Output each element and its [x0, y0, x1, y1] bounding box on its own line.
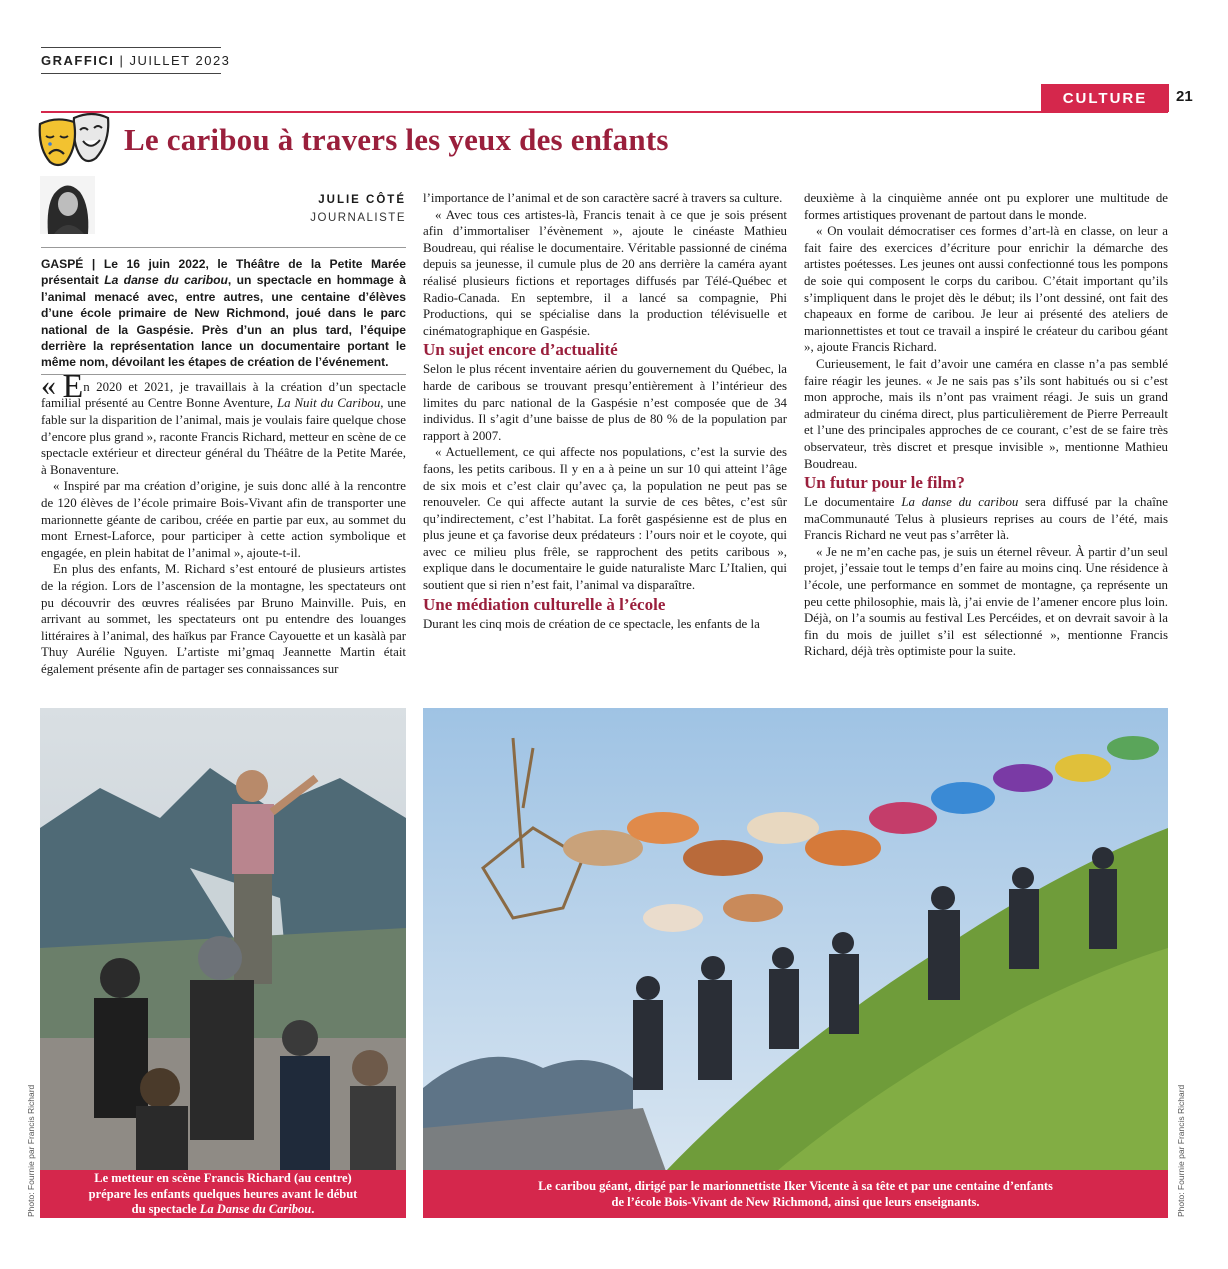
- masthead: [41, 53, 230, 68]
- paragraph: Durant les cinq mois de création de ce spectacle, les enfants de la: [423, 616, 760, 631]
- paragraph: « On voulait démocratiser ces formes d’art-là en classe, on leur a fait faire des exercices d’écriture pour enrichir la démarche des artistes poétesses. Les jeunes ont aussi confectionné tous les pompons de soie qui composent le corps du caribou. C’était important qu’ils s’impliquent dans le projet dès le début; ils l’ont dessiné, ont fait des chapeaux en forme de caribou. Je leur ai présenté des ateliers de marionnettistes et tout ce travail a inspiré le créateur du caribou géant », ajoute Francis Richard.: [804, 224, 1168, 355]
- photo-illustration: [40, 708, 406, 1218]
- article-column-1: [41, 256, 406, 678]
- author-role: JOURNALISTE: [310, 212, 406, 224]
- page-number: 21: [1176, 88, 1193, 105]
- paragraph: « Inspiré par ma création d’origine, je suis donc allé à la rencontre de 120 élèves de l’école primaire Bois-Vivant afin de transporter une marionnette géante de caribou, créée en partie par eux, au sommet du mont Ernest-Laforce, pour participer à cette action symbolique et engagée, en plein habitat de l’animal », ajoute-t-il.: [41, 479, 406, 560]
- theater-masks-icon: [38, 108, 110, 168]
- header-rule: [41, 111, 1168, 113]
- lead-rule: [41, 374, 406, 375]
- paragraph: [804, 494, 1168, 544]
- caption-line: Le metteur en scène Francis Richard (au centre): [94, 1171, 352, 1185]
- subhead: Un sujet encore d’actualité: [423, 340, 618, 360]
- italic-title: La Nuit du Caribou: [276, 396, 381, 411]
- masthead-separator: |: [119, 53, 125, 68]
- caption-italic: La Danse du Caribou: [199, 1202, 312, 1216]
- paragraph: En plus des enfants, M. Richard s’est entouré de plusieurs artistes de la région. Lors de l’ascension de la montagne, les spectateurs ont pu découvrir des œuvres réalisées par Bruno Mainville. Puis, en arrivant au sommet, les spectateurs ont pu entendre des louanges littéraires à l’animal, des haïkus par France Cayouette et un kasàlà par Thuy Aurélie Nguyen. L’artiste mi’gmaq Jeannette Martin était également présente afin de partager ses connaissances sur: [41, 562, 406, 676]
- article-column-3: [804, 190, 1168, 660]
- issue-date: JUILLET 2023: [129, 53, 231, 68]
- photo-giant-caribou-puppet: [423, 708, 1168, 1218]
- paragraph: « Actuellement, ce qui affecte nos populations, c’est la survie des faons, les petits caribous. Il y en a à peine un sur 10 qui atteint l’âge de six mois et c’est clair qu’avec ça, la population ne peut pas se renouveler. Ce qui affecte autant la survie de ces bêtes, c’est sûr qu’indirectement, c’est l’habitat. La forêt gaspésienne est de plus en plus jeune et ça favorise deux prédateurs : l’ours noir et le coyote, qui avec ce milieu plus frêle, se rapprochent des petits caribous », explique dans le documentaire le guide naturaliste Marc L’Italien, qui soutient que si rien n’est fait, l’animal va disparaître.: [423, 445, 787, 593]
- publication-name: GRAFFICI: [41, 53, 115, 68]
- photo-credit: Photo: Fournie par Francis Richard: [1176, 1084, 1186, 1217]
- paragraph: [41, 367, 406, 479]
- paragraph-text: sera diffusé par la chaîne maCommunauté Telus à plusieurs reprises au cours de l’été, mais Francis Richard ne veut pas s’arrêter là.: [804, 495, 1168, 543]
- paragraph: l’importance de l’animal et de son caractère sacré à travers sa culture.: [423, 191, 783, 205]
- caption-text: du spectacle: [131, 1202, 200, 1216]
- caption-line: [40, 1202, 406, 1218]
- photo-illustration: [423, 708, 1168, 1218]
- masthead-rule-top: [41, 47, 221, 48]
- author-name: JULIE CÔTÉ: [318, 194, 406, 206]
- paragraph: Selon le plus récent inventaire aérien du gouvernement du Québec, la harde de caribous se trouvant presqu’entièrement à l’intérieur des limites du parc national de la Gaspésie n’est composée que de 34 individus. Il s’agit d’une baisse de plus de 80 % de la population par rapport à 2007.: [423, 362, 787, 443]
- lead-text: , un spectacle en hommage à l’animal menacé avec, entre autres, une centaine d’élèves d’une école primaire de New Richmond, joué dans le parc national de la Gaspésie. Près d’un an plus tard, l’équipe derrière la représentation lance un documentaire portant le même nom, dévoilant les étapes de création de l’événement.: [41, 273, 406, 370]
- caption-line: prépare les enfants quelques heures avant le début: [88, 1186, 358, 1201]
- photo-credit: Photo: Fournie par Francis Richard: [26, 1084, 36, 1217]
- lead-title: La danse du caribou: [104, 273, 228, 288]
- lead-dateline: GASPÉ | Le 16 juin 2022, le Théâtre de la Petite Marée présentait: [41, 257, 406, 288]
- italic-title: La danse du caribou: [901, 495, 1019, 510]
- caption-text: .: [311, 1202, 315, 1216]
- drop-cap: E: [62, 367, 84, 405]
- paragraph-text: Le documentaire: [804, 495, 902, 510]
- paragraph: Curieusement, le fait d’avoir une caméra en classe n’a pas semblé faire réagir les jeunes. « Je ne sais pas s’ils sont habitués ou si c’est mon approche, mais ils n’ont pas vraiment réagi. Je suis un grand admirateur du cinéma direct, plus particulièrement de Pierre Perreault et l’une des principales approches de ce courant, c’est de se faire très observateur, très discret et presque invisible », mentionne Mathieu Boudreau.: [804, 356, 1168, 471]
- article-column-2: [423, 190, 787, 632]
- masthead-rule-bottom: [41, 73, 221, 74]
- paragraph: « Je ne m’en cache pas, je suis un éternel rêveur. À partir d’un seul projet, j’essaie tout le temps d’en faire au moins cinq. Une résidence à l’école, une performance en sommet de montagne, ça représente un peu cette philosophie, mais là, j’ai envie de l’amener encore plus loin. Déjà, on l’a soumis au festival Les Percéides, et on devrait savoir à la fin du mois de juillet s’il est sélectionné », mentionne Francis Richard, déjà très optimiste pour la suite.: [804, 544, 1168, 659]
- photo-caption: [423, 1170, 1168, 1218]
- paragraph-text: n 2020 et 2021, je travaillais à la création d’un spectacle familial présenté au Centre Bonne Aventure,: [41, 379, 406, 411]
- opening-quote: «: [41, 368, 56, 402]
- article-lead: [41, 256, 406, 371]
- article-headline: Le caribou à travers les yeux des enfants: [124, 122, 669, 157]
- section-tag: CULTURE: [1041, 84, 1169, 112]
- photo-director-with-children: [40, 708, 406, 1218]
- paragraph: « Avec tous ces artistes-là, Francis tenait à ce que je sois présent afin d’immortaliser l’évènement », ajoute le cinéaste Mathieu Boudreau, qui réalise le documentaire. Véritable passionné de cinéma depuis sa jeunesse, il cumule plus de 20 ans derrière la caméra ayant réalisé plusieurs fictions et reportages diffusés par Télé-Québec et Radio-Canada. En septembre, il a lancé sa compagnie, Phi Productions, qui se spécialise dans la production télévisuelle et cinématographique en Gaspésie.: [423, 207, 787, 338]
- author-photo: [40, 176, 95, 234]
- caption-line: de l’école Bois-Vivant de New Richmond, ainsi que leurs enseignants.: [611, 1194, 980, 1209]
- paragraph: deuxième à la cinquième année ont pu explorer une multitude de formes artistiques provenant de partout dans le monde.: [804, 191, 1168, 222]
- paragraph-text: , une fable sur la disparition de l’animal, mais je voulais faire quelque chose d’encore plus grand », raconte Francis Richard, metteur en scène de ce spectacle extérieur et directeur général du Théâtre de la Petite Marée, à Bonaventure.: [41, 396, 406, 477]
- caption-line: Le caribou géant, dirigé par le marionnettiste Iker Vicente à sa tête et par une centaine d’enfants: [538, 1179, 1053, 1193]
- byline-rule: [41, 247, 406, 248]
- subhead: Un futur pour le film?: [804, 473, 965, 493]
- photo-caption: [40, 1170, 406, 1218]
- subhead: Une médiation culturelle à l’école: [423, 594, 666, 614]
